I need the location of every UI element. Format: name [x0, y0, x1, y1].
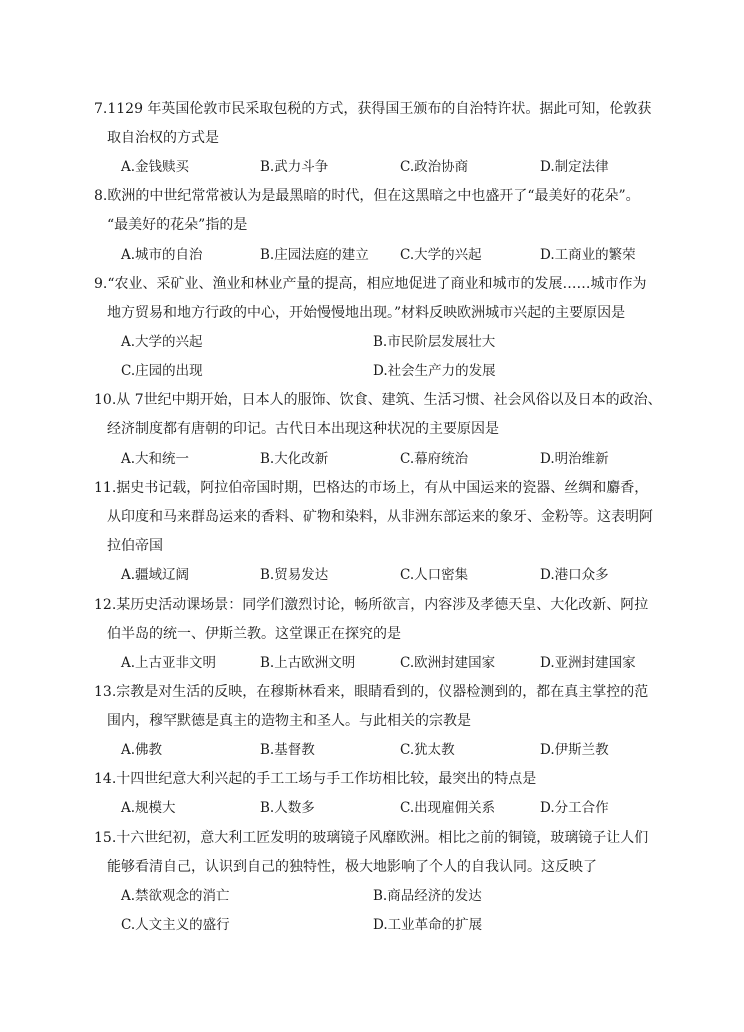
question-13-line-2: 围内，穆罕默德是真主的造物主和圣人。与此相关的宗教是: [107, 713, 471, 729]
question-12-option-b: B.上古欧洲文明: [260, 655, 356, 671]
question-13-option-d: D.伊斯兰教: [540, 742, 609, 758]
question-13-option-b: B.基督教: [260, 742, 315, 758]
question-7-option-d: D.制定法律: [540, 159, 609, 175]
question-15-option-c: C.人文主义的盛行: [121, 917, 230, 933]
question-10-line-1: 10.从 7世纪中期开始，日本人的服饰、饮食、建筑、生活习惯、社会风俗以及日本的政治、: [94, 392, 662, 408]
question-10-option-d: D.明治维新: [540, 451, 609, 467]
question-11-option-d: D.港口众多: [540, 567, 609, 583]
question-12-option-a: A.上古亚非文明: [121, 655, 217, 671]
question-8-option-c: C.大学的兴起: [400, 247, 482, 263]
question-9-line-2: 地方贸易和地方行政的中心，开始慢慢地出现。”材料反映欧洲城市兴起的主要原因是: [107, 305, 626, 321]
question-10-option-b: B.大化改新: [260, 451, 329, 467]
question-9-option-d: D.社会生产力的发展: [373, 363, 496, 379]
question-10-line-2: 经济制度都有唐朝的印记。古代日本出现这种状况的主要原因是: [107, 421, 499, 437]
question-7-option-b: B.武力斗争: [260, 159, 329, 175]
question-10-option-a: A.大和统一: [121, 451, 190, 467]
question-8-line-1: 8.欧洲的中世纪常常被认为是最黑暗的时代，但在这黑暗之中也盛开了“最美好的花朵”。: [94, 188, 640, 204]
question-14-option-c: C.出现雇佣关系: [400, 800, 496, 816]
question-12-option-d: D.亚洲封建国家: [540, 655, 636, 671]
question-11-option-b: B.贸易发达: [260, 567, 329, 583]
question-9-option-c: C.庄园的出现: [121, 363, 203, 379]
question-12-line-1: 12.某历史活动课场景：同学们激烈讨论，畅所欲言，内容涉及孝德天皇、大化改新、阿拉: [94, 597, 649, 613]
question-13-line-1: 13.宗教是对生活的反映，在穆斯林看来，眼睛看到的，仪器检测到的，都在真主掌控的范: [94, 684, 649, 700]
question-15-line-2: 能够看清自己，认识到自己的独特性，极大地影响了个人的自我认同。这反映了: [107, 859, 597, 875]
question-11-option-a: A.疆域辽阔: [121, 567, 190, 583]
question-11-line-2: 从印度和马来群岛运来的香料、矿物和染料，从非洲东部运来的象牙、金粉等。这表明阿: [107, 509, 653, 525]
question-13-option-a: A.佛教: [121, 742, 163, 758]
question-8-option-d: D.工商业的繁荣: [540, 247, 636, 263]
question-14-line-1: 14.十四世纪意大利兴起的手工工场与手工作坊相比较，最突出的特点是: [94, 771, 537, 787]
question-9-line-1: 9.“农业、采矿业、渔业和林业产量的提高，相应地促进了商业和城市的发展……城市作为: [94, 276, 647, 292]
question-7-line-1: 7.1129 年英国伦敦市民采取包税的方式，获得国王颁布的自治特许状。据此可知，伦敦获: [94, 101, 652, 117]
question-11-line-3: 拉伯帝国: [107, 538, 163, 554]
question-14-option-b: B.人数多: [260, 800, 315, 816]
question-15-option-b: B.商品经济的发达: [373, 888, 482, 904]
question-14-option-a: A.规模大: [121, 800, 176, 816]
question-13-option-c: C.犹太教: [400, 742, 455, 758]
question-12-option-c: C.欧洲封建国家: [400, 655, 496, 671]
question-14-option-d: D.分工合作: [540, 800, 609, 816]
question-8-option-a: A.城市的自治: [121, 247, 203, 263]
question-7-option-c: C.政治协商: [400, 159, 469, 175]
question-7-line-2: 取自治权的方式是: [107, 130, 219, 146]
question-15-option-a: A.禁欲观念的消亡: [121, 888, 230, 904]
question-11-line-1: 11.据史书记载，阿拉伯帝国时期，巴格达的市场上，有从中国运来的瓷器、丝绸和麝香，: [94, 480, 649, 496]
question-7-option-a: A.金钱赎买: [121, 159, 190, 175]
question-10-option-c: C.幕府统治: [400, 451, 469, 467]
question-8-line-2: “最美好的花朵”指的是: [107, 217, 248, 233]
question-8-option-b: B.庄园法庭的建立: [260, 247, 369, 263]
question-9-option-a: A.大学的兴起: [121, 334, 203, 350]
question-15-line-1: 15.十六世纪初，意大利工匠发明的玻璃镜子风靡欧洲。相比之前的铜镜，玻璃镜子让人们: [94, 830, 649, 846]
question-11-option-c: C.人口密集: [400, 567, 469, 583]
question-12-line-2: 伯半岛的统一、伊斯兰教。这堂课正在探究的是: [107, 626, 401, 642]
question-9-option-b: B.市民阶层发展壮大: [373, 334, 496, 350]
question-15-option-d: D.工业革命的扩展: [373, 917, 483, 933]
